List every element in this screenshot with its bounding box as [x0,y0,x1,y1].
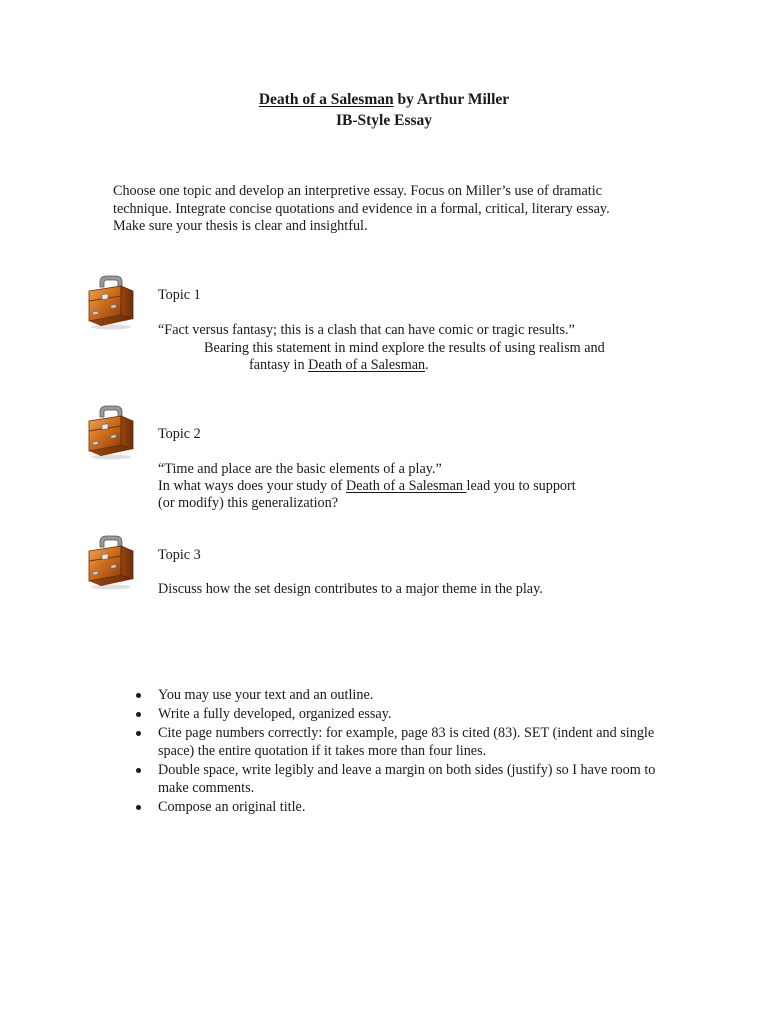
list-item [158,705,678,723]
topic-2-quote: “Time and place are the basic elements of a play.” [158,461,442,477]
topic-1-label: Topic 1 [158,287,201,303]
list-item [158,798,678,816]
topic-1-line: Bearing this statement in mind explore the results of using realism and [204,340,605,356]
topic-3-label: Topic 3 [158,547,201,563]
bullet-dot-icon [136,768,141,773]
briefcase-icon [85,533,135,591]
briefcase-icon [85,273,135,331]
text-span: lead you to support [466,478,576,494]
essay-subtitle: IB-Style Essay [335,112,433,129]
list-item-text: Compose an original title. [158,799,306,815]
topic-2-line: (or modify) this generalization? [158,495,339,511]
intro-line: technique. Integrate concise quotations and evidence in a formal, critical, literary essay. [113,200,610,217]
list-item [158,686,678,704]
instructions-list [158,686,678,817]
bullet-dot-icon [136,805,141,810]
bullet-dot-icon [136,731,141,736]
topic-1-line [249,357,429,374]
intro-line: Choose one topic and develop an interpretive essay. Focus on Miller’s use of dramatic [113,183,602,199]
list-item [158,724,678,760]
list-item [158,761,678,797]
list-item-text: Write a fully developed, organized essay. [158,706,392,722]
author-text: by Arthur Miller [393,91,510,108]
list-item-text: You may use your text and an outline. [158,687,374,703]
list-item-text: Cite page numbers correctly: for example, page 83 is cited (83). SET (indent and single space) the entire quotation if it takes more than four lines. [158,725,655,759]
essay-title [0,91,768,109]
play-title: Death of a Salesman [345,478,467,494]
play-title: Death of a Salesman [258,91,394,108]
bullet-dot-icon [136,693,141,698]
text-span: fantasy in [249,357,309,373]
bullet-dot-icon [136,712,141,717]
text-span: . [425,357,429,373]
text-span: In what ways does your study of [158,478,346,494]
intro-paragraph [113,183,673,236]
briefcase-icon [85,403,135,461]
topic-1-quote: “Fact versus fantasy; this is a clash that can have comic or tragic results.” [158,322,575,338]
topic-3-body: Discuss how the set design contributes to a major theme in the play. [158,581,543,597]
topic-2-label: Topic 2 [158,426,201,442]
topic-2-line [158,478,576,495]
list-item-text: Double space, write legibly and leave a margin on both sides (justify) so I have room to make comments. [158,762,656,796]
play-title: Death of a Salesman [308,357,426,373]
intro-line: Make sure your thesis is clear and insightful. [113,218,368,234]
